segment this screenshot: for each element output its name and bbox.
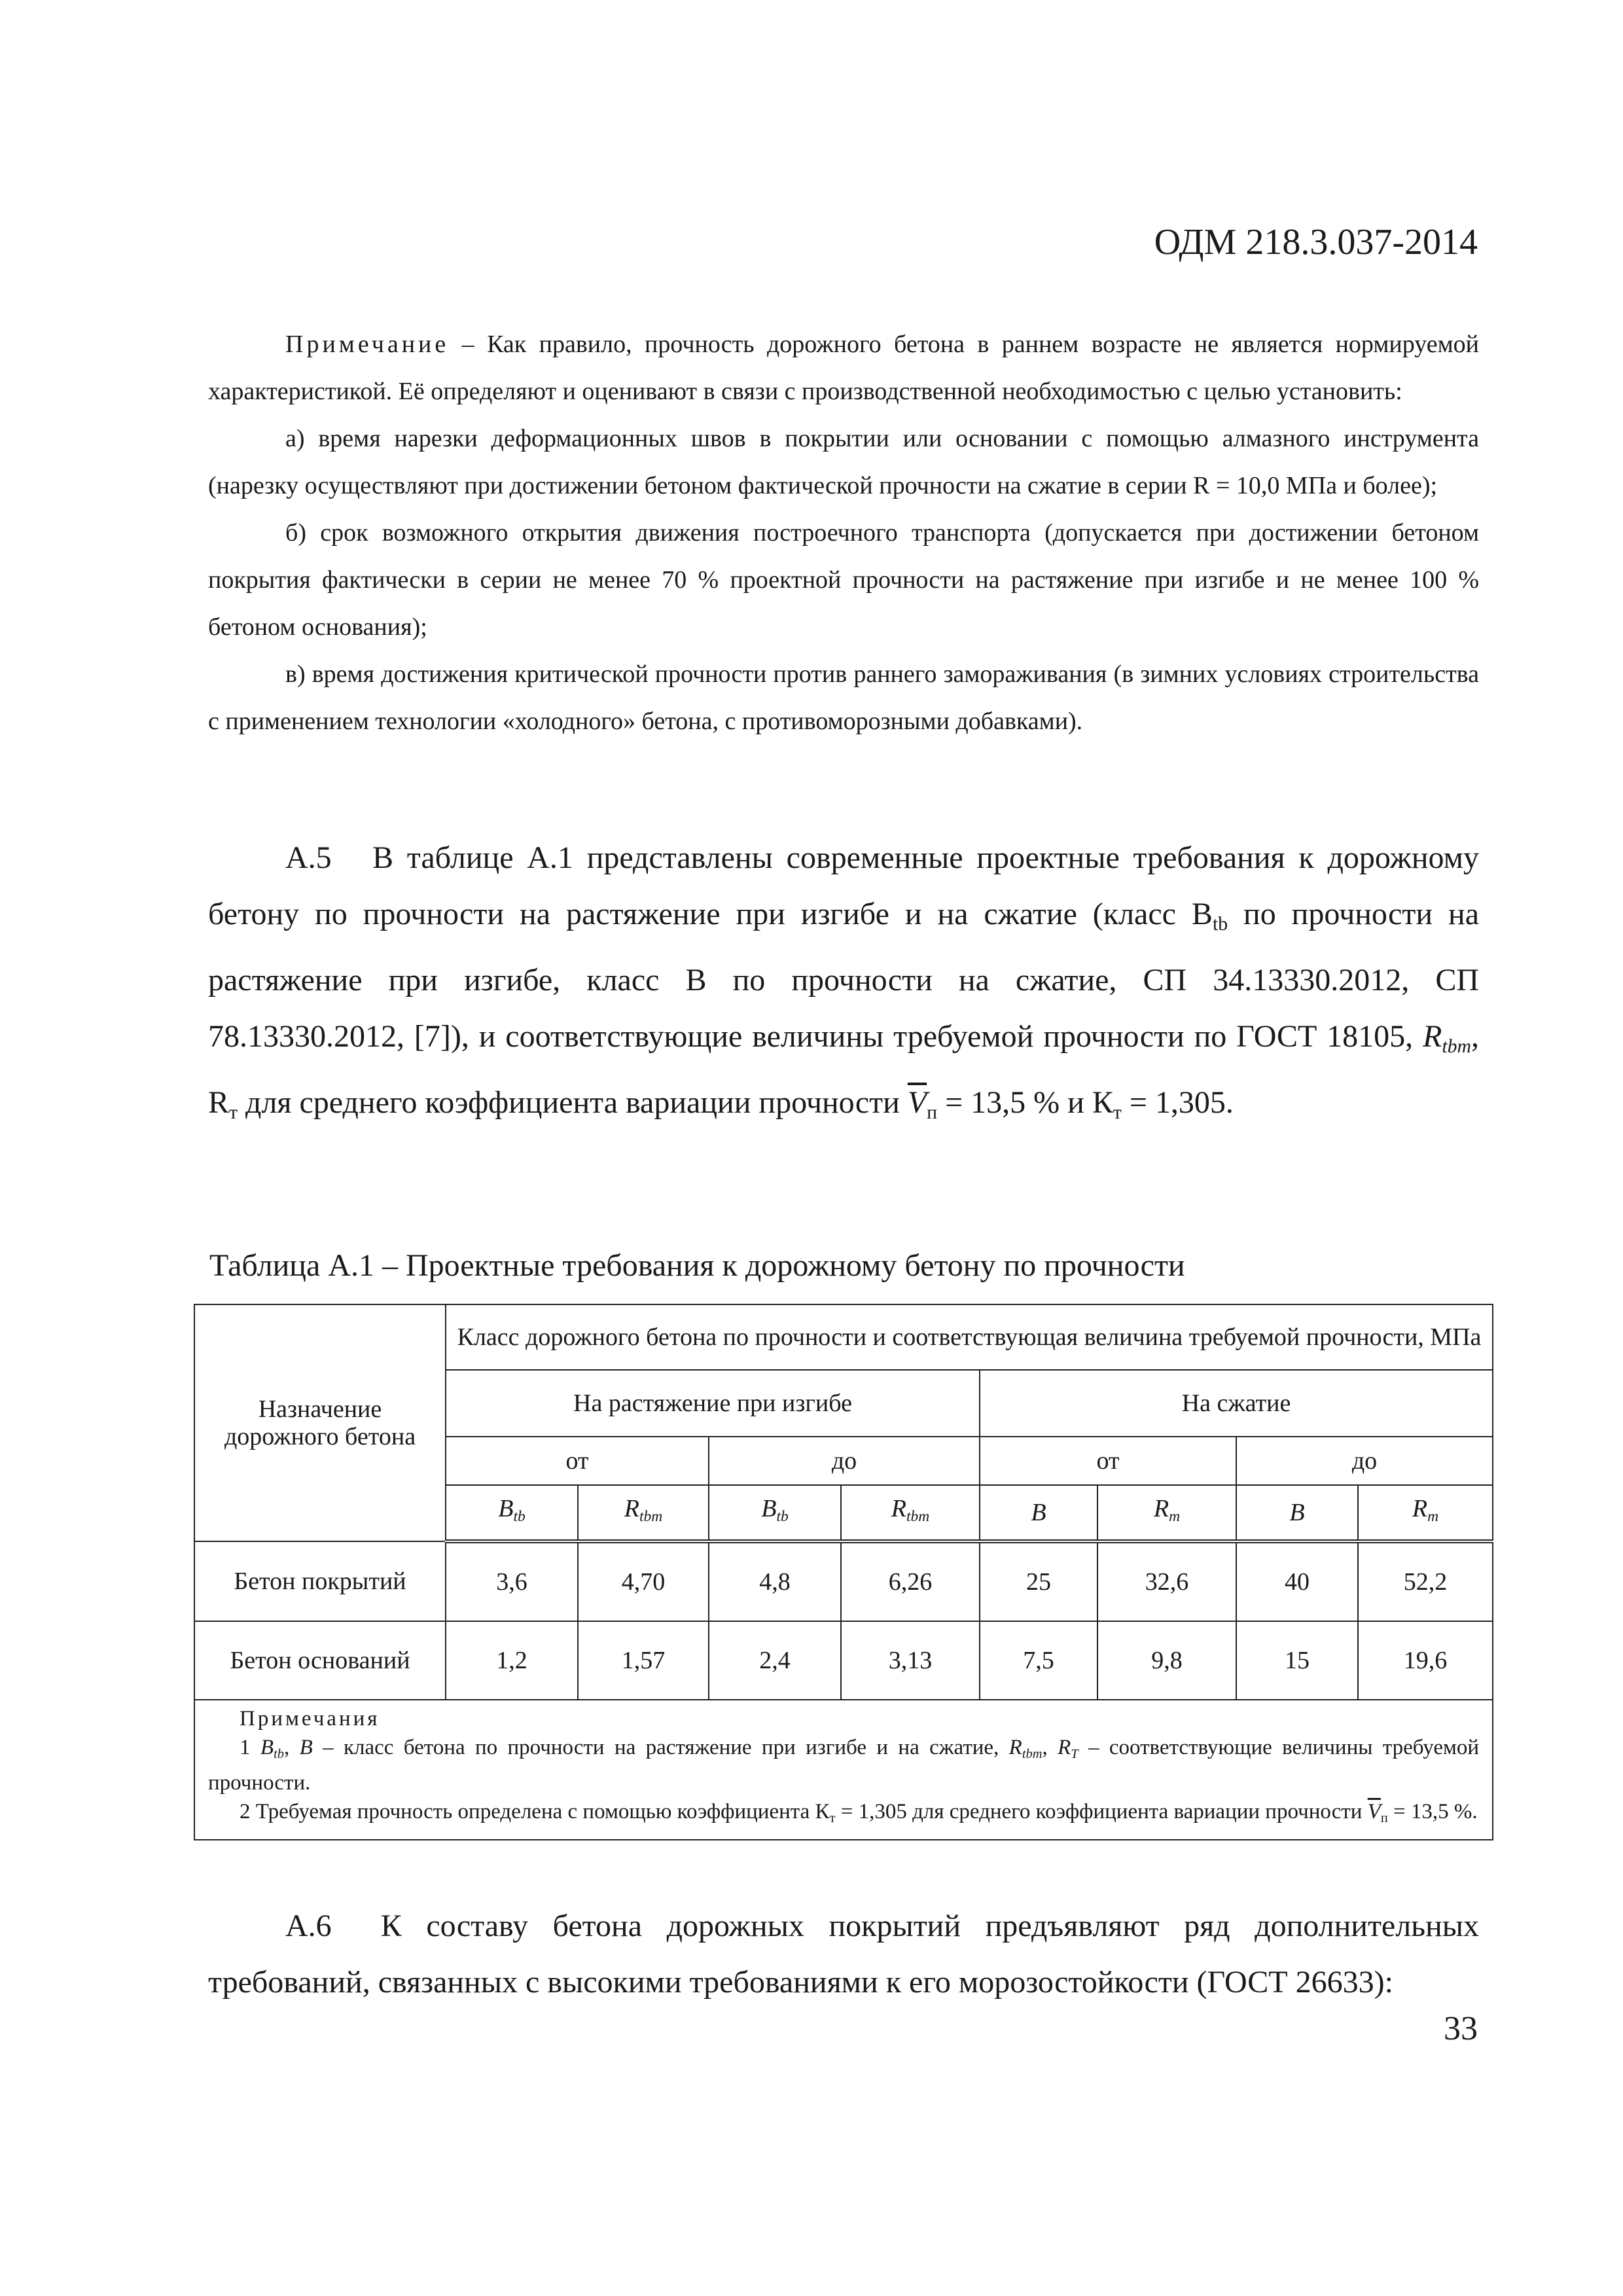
document-code: ОДМ 218.3.037-2014	[1154, 222, 1478, 262]
table-notes	[194, 1700, 1493, 1840]
note2-c: = 13,5 %.	[1387, 1800, 1478, 1824]
section-a6-number: А.6	[285, 1909, 332, 1943]
note1-sub-tb: tb	[274, 1747, 284, 1762]
note-item-v: в) время достижения критической прочности против раннего замораживания (в зимних условиях строительства с применением технологии «холодного» бетона, с противоморозными добавками).	[208, 660, 1479, 735]
table-row	[194, 1621, 1493, 1700]
sym-btb-to	[709, 1485, 841, 1541]
group-title-header: Класс дорожного бетона по прочности и соответствующая величина требуемой прочности, МПа	[446, 1304, 1493, 1370]
note1-a: ,	[283, 1736, 300, 1759]
sym-sub-tbt: tbт	[639, 1508, 663, 1526]
sym-sub-m: m	[1169, 1508, 1181, 1526]
table-cell: 7,5	[980, 1621, 1097, 1700]
note1-b: B	[260, 1736, 274, 1759]
section-a5-paragraph	[208, 830, 1479, 1141]
row-name: Бетон оснований	[194, 1621, 446, 1700]
sym-sub-tbt: tbт	[906, 1508, 930, 1526]
note-label: Примечание	[285, 331, 450, 358]
table-cell: 3,6	[446, 1541, 578, 1621]
a5-text-1: В таблице А.1 представлены современные проектные требования к дорожному бетону по прочности на растяжение при изгибе и на сжатие (класс B	[208, 840, 1480, 931]
note-intro-text: – Как правило, прочность дорожного бетона в раннем возрасте не является нормируемой характеристикой. Её определяют и оценивают в связи с производственной необходимостью с целью установить:	[208, 331, 1479, 405]
notes-label: Примечания	[240, 1707, 380, 1731]
sym-b-from: B	[980, 1485, 1097, 1541]
note-item-a: а) время нарезки деформационных швов в покрытии или основании с помощью алмазного инструмента (нарезку осуществляют при достижении бетоном фактической прочности на сжатие в серии R = 10,0 МПа и более);	[208, 425, 1479, 499]
sym-r: R	[624, 1494, 639, 1522]
note1-r: R	[1008, 1736, 1022, 1759]
sym-b: B	[498, 1494, 514, 1522]
note1-sub-T: T	[1071, 1747, 1079, 1762]
note1-r2: R	[1058, 1736, 1071, 1759]
sym-rtb-to	[841, 1485, 980, 1541]
table-cell: 19,6	[1358, 1621, 1493, 1700]
section-a6-paragraph	[208, 1898, 1479, 2011]
a5-sym-tb-t: tbт	[1442, 1035, 1471, 1057]
note2-a: 2 Требуемая прочность определена с помощью коэффициента К	[240, 1800, 830, 1824]
sym-btb-from	[446, 1485, 578, 1541]
tension-from-header: от	[446, 1437, 709, 1485]
sym-sub-tb: tb	[513, 1508, 526, 1526]
table-cell: 4,70	[578, 1541, 709, 1621]
a5-sub-tb: tb	[1212, 912, 1228, 935]
sym-b-to: B	[1236, 1485, 1358, 1541]
sym-r: R	[1412, 1494, 1428, 1522]
note1-text-b: – класс бетона по прочности на растяжение при изгибе и на сжатие,	[312, 1736, 1009, 1759]
note-block	[208, 321, 1479, 745]
note2-v: $\overline{V}$	[1367, 1800, 1381, 1824]
table-row	[194, 1541, 1493, 1621]
note-item-b: б) срок возможного открытия движения построечного транспорта (допускается при достижении бетоном покрытия фактически в серии не менее 70 % проектной прочности на растяжение при изгибе и не менее 100 % бетоном основания);	[208, 519, 1479, 641]
a5-text-3: , R	[208, 1018, 1479, 1120]
note1-text-d: – соответствующие величины требуемой прочности.	[208, 1736, 1480, 1795]
section-a5-number: А.5	[285, 840, 332, 875]
note1-num: 1	[240, 1736, 260, 1759]
table-cell: 9,8	[1097, 1621, 1236, 1700]
table-cell: 1,2	[446, 1621, 578, 1700]
tension-to-header: до	[709, 1437, 980, 1485]
a5-text-4: для среднего коэффициента вариации прочности	[238, 1085, 908, 1120]
table-cell: 6,26	[841, 1541, 980, 1621]
table-cell: 1,57	[578, 1621, 709, 1700]
a5-sub-p: п	[927, 1101, 938, 1123]
strength-table	[194, 1304, 1492, 1850]
note1-sub-tbt: tbт	[1022, 1747, 1043, 1762]
col-purpose-header: Назначение дорожного бетона	[194, 1304, 446, 1541]
compression-header: На сжатие	[980, 1370, 1493, 1437]
note-intro	[208, 321, 1479, 415]
table-cell: 15	[1236, 1621, 1358, 1700]
table-caption: Таблица А.1 – Проектные требования к дорожному бетону по прочности	[209, 1248, 1185, 1283]
table-cell: 4,8	[709, 1541, 841, 1621]
sym-rm-to	[1358, 1485, 1493, 1541]
a5-sub-t-2: т	[1113, 1101, 1122, 1123]
a5-text-6: = 1,305.	[1121, 1085, 1234, 1120]
section-a5	[208, 830, 1479, 1141]
sym-r: R	[891, 1494, 906, 1522]
table-cell: 40	[1236, 1541, 1358, 1621]
row-name: Бетон покрытий	[194, 1541, 446, 1621]
table-cell: 32,6	[1097, 1541, 1236, 1621]
table-cell: 25	[980, 1541, 1097, 1621]
section-a6-text: К составу бетона дорожных покрытий предъявляют ряд дополнительных требований, связанных с высокими требованиями к его морозостойкости (ГОСТ 26633):	[208, 1909, 1480, 2000]
sym-r: R	[1153, 1494, 1169, 1522]
note2-sub-t: т	[829, 1811, 836, 1826]
table-cell: 3,13	[841, 1621, 980, 1700]
a5-text-2: по прочности на растяжение при изгибе, класс B по прочности на сжатие, СП 34.13330.2012, СП 78.13330.2012, [7]), и соответствующие величины требуемой прочности по ГОСТ 18105,	[208, 897, 1479, 1054]
a5-sym-r: R	[1423, 1018, 1442, 1054]
sym-rtb-from	[578, 1485, 709, 1541]
table-cell: 2,4	[709, 1621, 841, 1700]
a5-sub-t: т	[229, 1101, 238, 1123]
tension-header: На растяжение при изгибе	[446, 1370, 980, 1437]
sym-sub-tb: tb	[776, 1508, 789, 1526]
sym-rm-from	[1097, 1485, 1236, 1541]
note-1	[208, 1733, 1479, 1797]
compression-from-header: от	[980, 1437, 1236, 1485]
table-cell: 52,2	[1358, 1541, 1493, 1621]
note1-c: ,	[1042, 1736, 1058, 1759]
a5-text-5: = 13,5 % и К	[937, 1085, 1113, 1120]
sym-b: B	[761, 1494, 777, 1522]
section-a6	[208, 1898, 1479, 2011]
note2-b: = 1,305 для среднего коэффициента вариации прочности	[835, 1800, 1368, 1824]
compression-to-header: до	[1236, 1437, 1493, 1485]
a5-sym-v: $\overline{V}$	[907, 1085, 927, 1120]
note2-sub-p: п	[1380, 1811, 1388, 1826]
note-2	[208, 1797, 1479, 1833]
sym-sub-m: m	[1427, 1508, 1439, 1526]
page-number: 33	[1444, 2010, 1478, 2047]
note1-b2: B	[299, 1736, 313, 1759]
